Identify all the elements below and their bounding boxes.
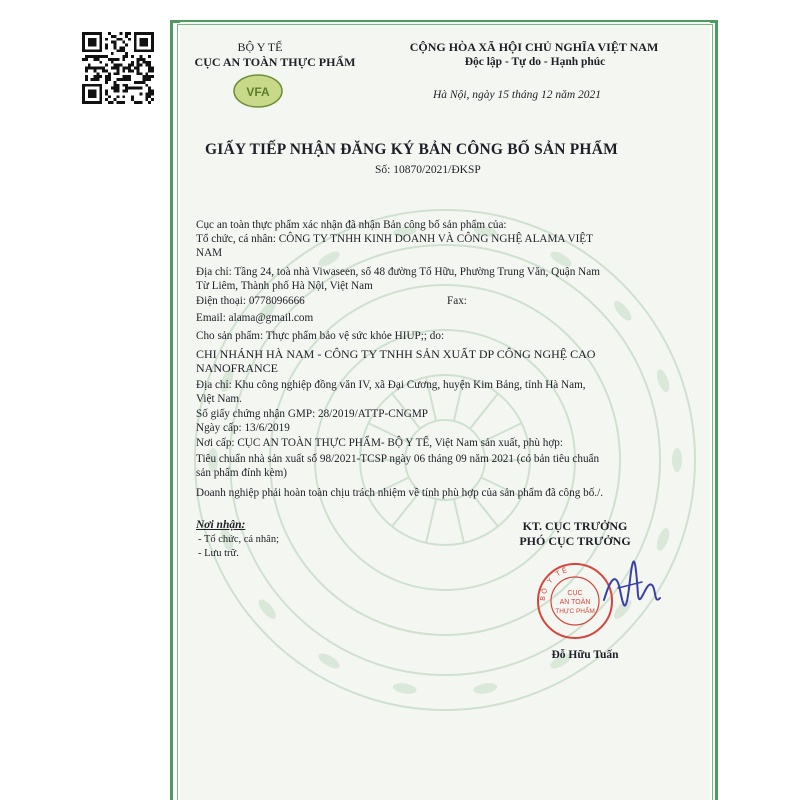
gmp-certificate: Số giấy chứng nhận GMP: 28/2019/ATTP-CNGMP — [196, 408, 428, 420]
gmp-issue-date: Ngày cấp: 13/6/2019 — [196, 422, 290, 434]
recipients-heading: Nơi nhận: — [196, 519, 246, 531]
recipient-item: - Tổ chức, cá nhân; — [198, 534, 280, 545]
stamp-ring-text: BỘ Y TẾ — [539, 566, 570, 602]
agency-name: CỤC AN TOÀN THỰC PHẨM — [194, 55, 356, 69]
vfa-logo-text: VFA — [246, 85, 270, 99]
manufacturer-line-2: NANOFRANCE — [196, 361, 279, 375]
manufacturer-address-line-1: Địa chỉ: Khu công nghiệp đồng văn IV, xã Đại Cương, huyện Kim Bảng, tỉnh Hà Nam, — [196, 379, 586, 391]
stamp-text-3: THỰC PHẨM — [555, 608, 595, 615]
ministry-name: BỘ Y TẾ — [237, 40, 283, 54]
issuing-authority: Nơi cấp: CỤC AN TOÀN THỰC PHẨM- BỘ Y TẾ, Việt Nam sản xuất, phù hợp: — [196, 437, 563, 449]
handwritten-signature — [596, 560, 666, 620]
national-motto: Độc lập - Tự do - Hạnh phúc — [464, 56, 606, 68]
phone-number: Điện thoại: 0778096666 — [196, 295, 305, 307]
standard-line-2: sản phẩm đính kèm) — [196, 467, 288, 479]
email-address: Email: alama@gmail.com — [196, 312, 314, 324]
org-address-line-2: Từ Liêm, Thành phố Hà Nội, Việt Nam — [196, 280, 373, 292]
org-address-line-1: Địa chỉ: Tầng 24, toà nhà Viwaseen, số 48 đường Tố Hữu, Phường Trung Văn, Quận Nam — [196, 266, 600, 278]
product-line: Cho sản phẩm: Thực phẩm bảo vệ sức khỏe HIUP;; do: — [196, 330, 445, 342]
manufacturer-line-1: CHI NHÁNH HÀ NAM - CÔNG TY TNHH SẢN XUẤT DP CÔNG NGHỆ CAO — [196, 347, 596, 361]
organization-line-2: NAM — [196, 247, 223, 259]
intro-text: Cục an toàn thực phẩm xác nhận đã nhận Bản công bố sản phẩm của: — [196, 219, 507, 231]
nation-name: CỘNG HÒA XÃ HỘI CHỦ NGHĨA VIỆT NAM — [409, 40, 659, 54]
fax-label: Fax: — [447, 295, 467, 307]
qr-code — [82, 32, 154, 104]
manufacturer-address-line-2: Việt Nam. — [196, 393, 242, 405]
document-title: GIẤY TIẾP NHẬN ĐĂNG KÝ BẢN CÔNG BỐ SẢN PHẨM — [205, 141, 618, 158]
recipient-item: - Lưu trữ. — [198, 548, 239, 559]
signature-title-1: KT. CỤC TRƯỞNG — [522, 519, 628, 533]
document-number: Số: 10870/2021/ĐKSP — [375, 164, 481, 176]
stamp-text-1: CỤC — [567, 590, 583, 597]
issue-date: Hà Nội, ngày 15 tháng 12 năm 2021 — [433, 89, 602, 101]
signature-title-2: PHÓ CỤC TRƯỞNG — [519, 534, 631, 548]
vfa-logo — [233, 74, 283, 108]
organization-line-1: Tổ chức, cá nhân: CÔNG TY TNHH KINH DOANH VÀ CÔNG NGHỆ ALAMA VIỆT — [196, 233, 593, 245]
signer-name: Đỗ Hữu Tuấn — [551, 649, 619, 661]
standard-line-1: Tiêu chuẩn nhà sản xuất số 98/2021-TCSP ngày 06 tháng 09 năm 2021 (có bản tiêu chuẩn — [196, 453, 600, 465]
stamp-text-2: AN TOÀN — [559, 599, 591, 606]
responsibility-statement: Doanh nghiệp phải hoàn toàn chịu trách nhiệm về tính phù hợp của sản phẩm đã công bố./. — [196, 487, 604, 499]
